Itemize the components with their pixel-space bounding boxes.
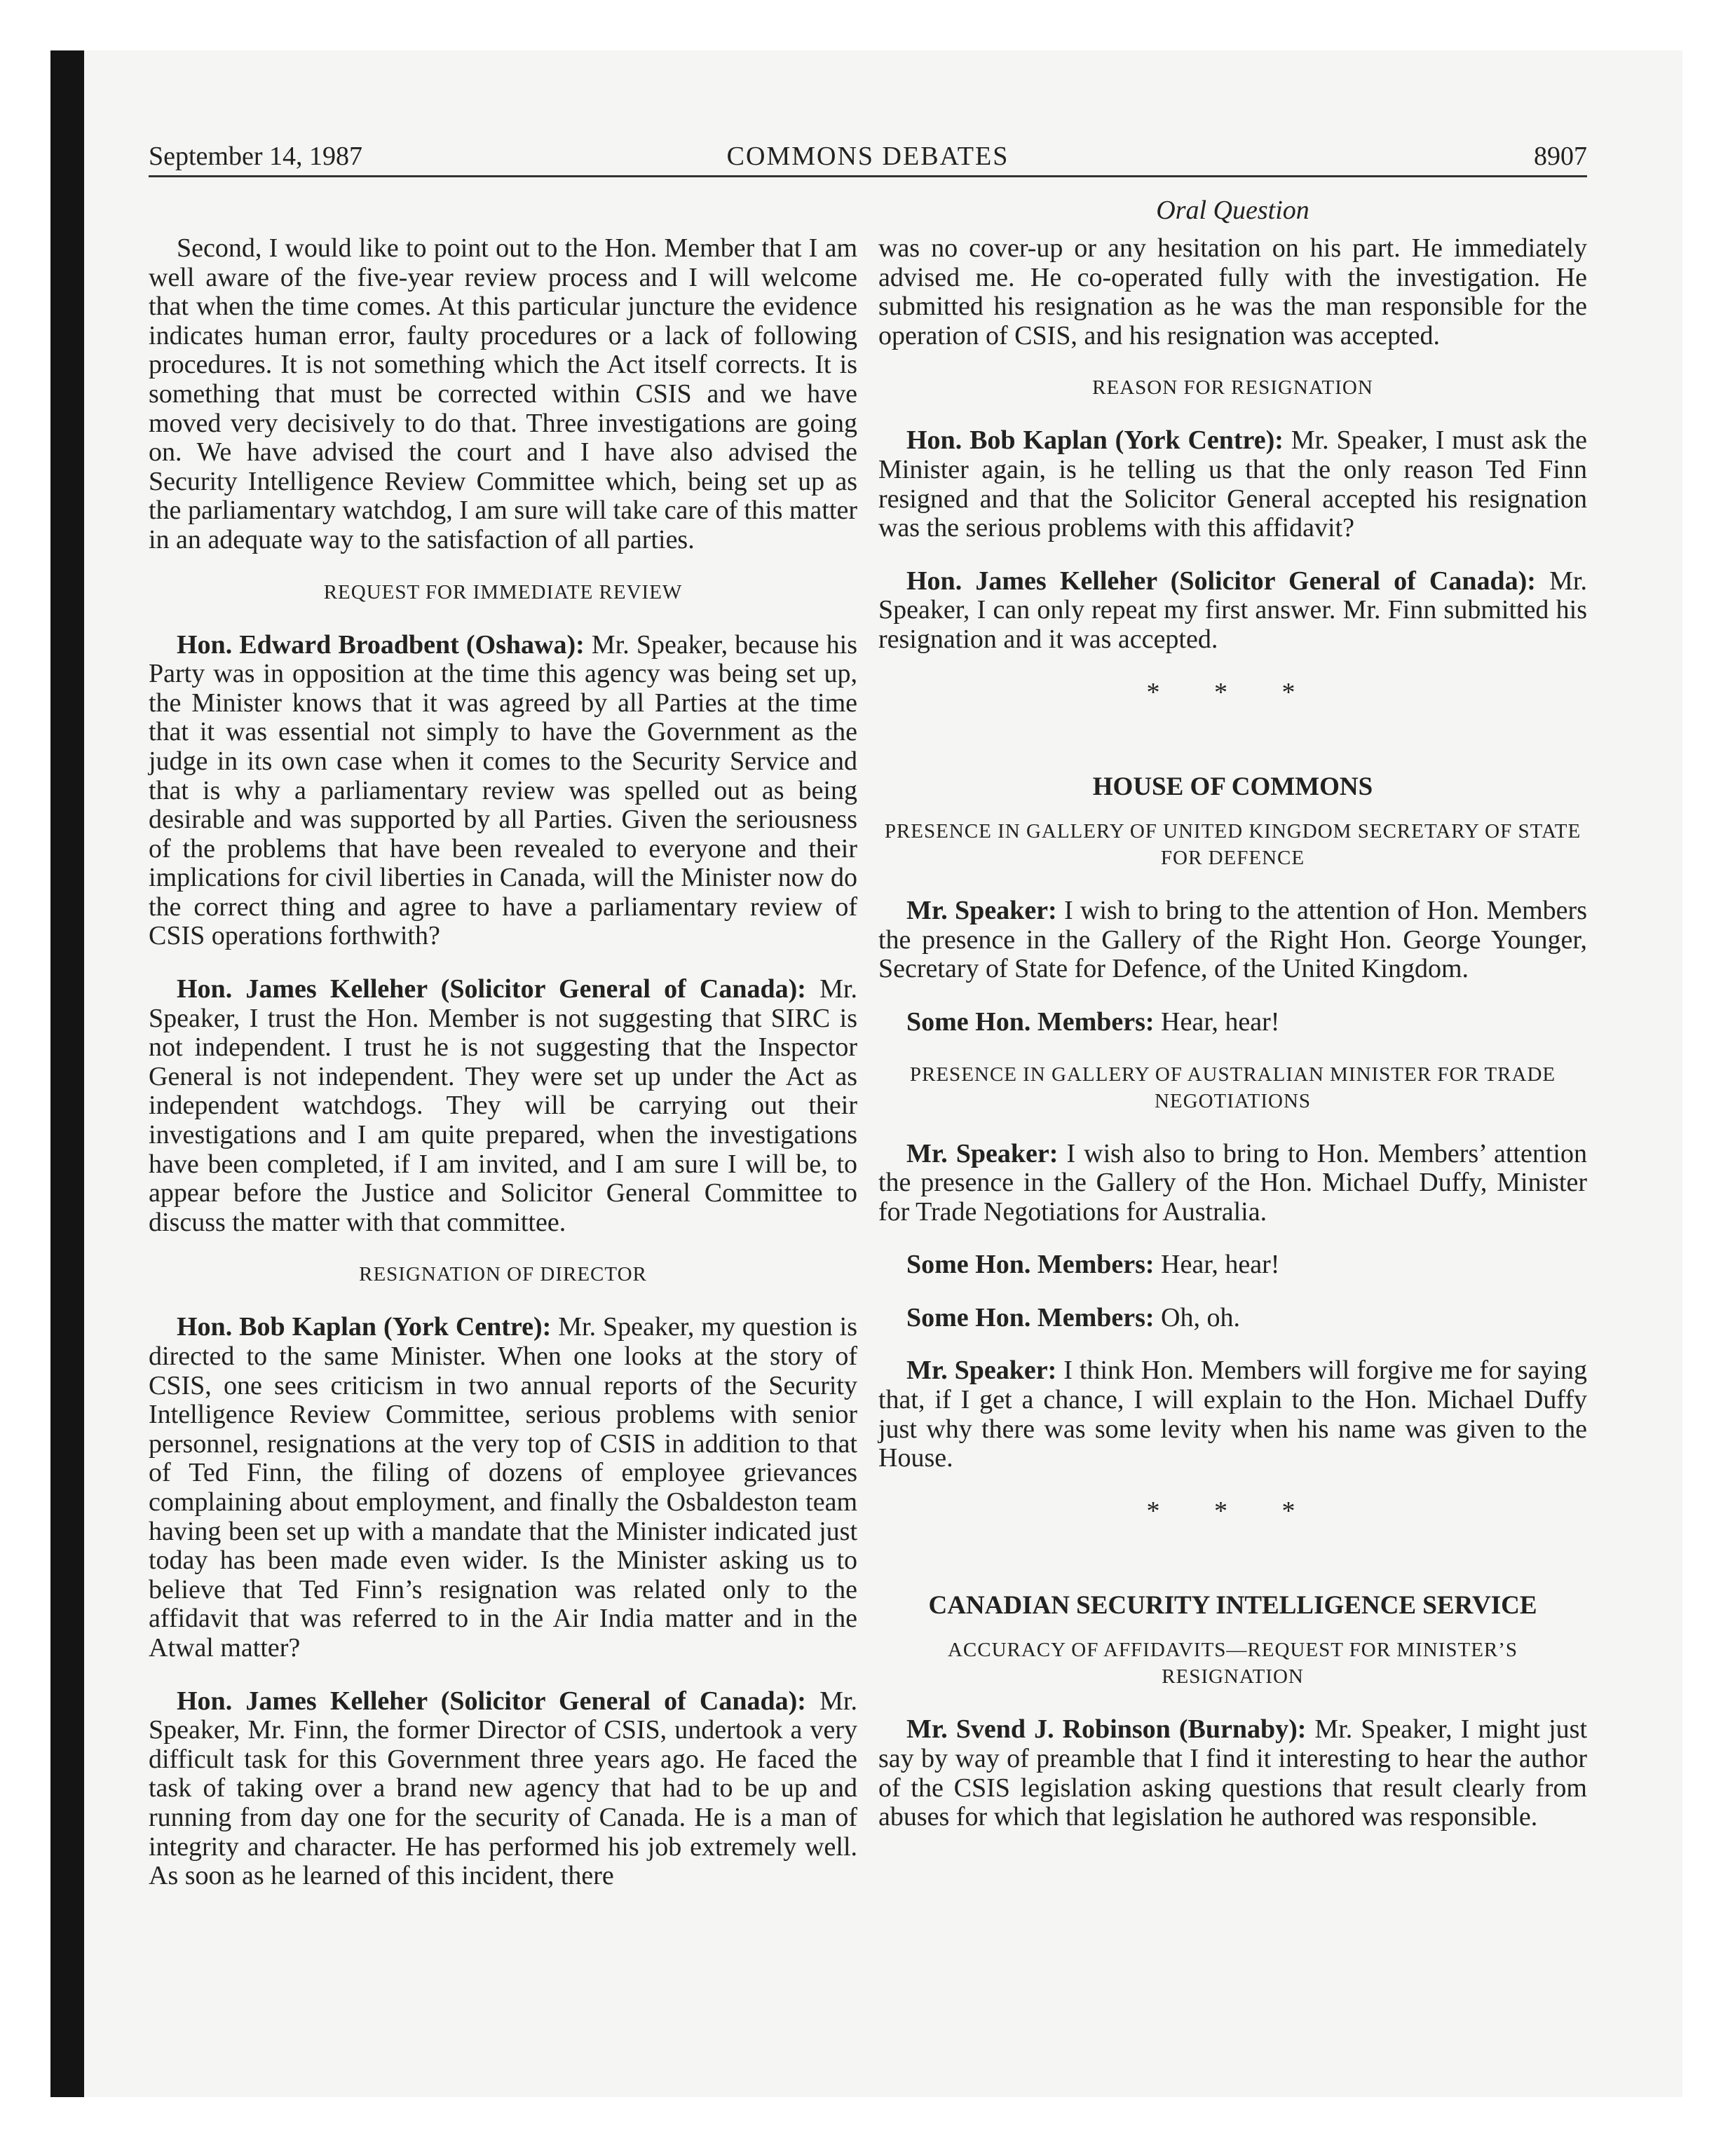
speaker-name: Hon. Bob Kaplan (York Centre): [906, 425, 1284, 456]
speech-text: Oh, oh. [1154, 1302, 1240, 1332]
speaker-name: Some Hon. Members: [906, 1302, 1155, 1332]
speech [878, 896, 1587, 984]
speech [878, 1008, 1587, 1037]
speech [878, 1250, 1587, 1280]
speech-text: Mr. Speaker, I can only repeat my first answer. Mr. Finn submitted his resignation and it was accepted. [878, 566, 1587, 654]
speaker-name: Mr. Svend J. Robinson (Burnaby): [906, 1714, 1307, 1745]
speaker-name: Hon. James Kelleher (Solicitor General of Canada): [177, 974, 806, 1004]
speech-text: Hear, hear! [1154, 1007, 1280, 1037]
speech-text: Mr. Speaker, I must ask the Minister again, is he telling us that the only reason Ted Finn resigned and that the Solicitor General accepted his resignation was the serious problems with this affidavit? [878, 425, 1587, 543]
speech [149, 1687, 857, 1891]
paragraph-text: was no cover-up or any hesitation on his part. He immediately advised me. He co-operated fully with the investigation. He submitted his resignation as he was the man responsible for the operation of CSIS, and his resignation was accepted. [878, 233, 1587, 350]
section-divider: * * * [1146, 1496, 1319, 1526]
left-column [149, 234, 857, 1915]
speaker-name: Mr. Speaker: [906, 1138, 1059, 1168]
subheading: REASON FOR RESIGNATION [1092, 376, 1373, 400]
header-date: September 14, 1987 [149, 142, 363, 171]
speech [878, 1356, 1587, 1473]
page-number: 8907 [1534, 142, 1587, 171]
section-heading: CANADIAN SECURITY INTELLIGENCE SERVICE [928, 1591, 1537, 1621]
speaker-name: Hon. Bob Kaplan (York Centre): [177, 1312, 552, 1342]
scan-binding-edge [50, 50, 84, 2097]
speech-text: Mr. Speaker, my question is directed to the same Minister. When one looks at the story of CSIS, one sees criticism in two annual reports of the Security Intelligence Review Committee, serious problems with senior personnel, resignations at the very top of CSIS in addition to that of Ted Finn, the filing of dozens of employee grievances complaining about employment, and finally the Osbaldeston team having been set up with a mandate that the Minister indicated just today has been made even wider. Is the Minister asking us to believe that Ted Finn’s resignation was related only to the affidavit that was referred to in the Air India matter and in the Atwal matter? [149, 1312, 857, 1663]
speaker-name: Hon. Edward Broadbent (Oshawa): [177, 629, 585, 660]
subheading: RESIGNATION OF DIRECTOR [359, 1263, 647, 1286]
running-header [149, 137, 1587, 177]
paragraph [878, 234, 1587, 350]
subheading: REQUEST FOR IMMEDIATE REVIEW [323, 580, 683, 603]
speaker-name: Hon. James Kelleher (Solicitor General of Canada): [177, 1686, 806, 1716]
speaker-name: Mr. Speaker: [906, 896, 1057, 926]
right-column [878, 234, 1587, 1856]
speech-text: Mr. Speaker, I might just say by way of preamble that I find it interesting to hear the author of the CSIS legislation asking questions that result clearly from abuses for which that legislation he authored was responsible. [878, 1714, 1587, 1832]
section-divider: * * * [1146, 677, 1319, 707]
subheading: PRESENCE IN GALLERY OF AUSTRALIAN MINISTER FOR TRADE NEGOTIATIONS [909, 1063, 1556, 1112]
subheading: ACCURACY OF AFFIDAVITS—REQUEST FOR MINISTER’S RESIGNATION [947, 1639, 1518, 1688]
speaker-name: Mr. Speaker: [906, 1356, 1057, 1386]
speech [878, 1715, 1587, 1831]
speaker-name: Some Hon. Members: [906, 1007, 1155, 1037]
speech [149, 1313, 857, 1663]
paragraph [149, 234, 857, 555]
speech [149, 631, 857, 952]
speech-text: Mr. Speaker, Mr. Finn, the former Director of CSIS, undertook a very difficult task for this Government three years ago. He faced the task of taking over a brand new agency that had to be up and running from day one for the security of Canada. He is a man of integrity and character. He has performed his job extremely well. As soon as he learned of this incident, there [149, 1686, 857, 1891]
speech-text: Mr. Speaker, because his Party was in opposition at the time this agency was being set up, the Minister knows that it was agreed by all Parties at the time that it was essential not simply to have the Government as the judge in its own case when it comes to the Security Service and that is why a parliamentary review was spelled out as being desirable and was supported by all Parties. Given the seriousness of the problems that have been revealed to everyone and their implications for civil liberties in Canada, will the Minister now do the correct thing and agree to have a parliamentary review of CSIS operations forthwith? [149, 629, 857, 951]
speech [878, 1140, 1587, 1227]
publication-title: COMMONS DEBATES [726, 142, 1009, 171]
speech-text: I think Hon. Members will forgive me for saying that, if I get a chance, I will explain to the Hon. Michael Duffy just why there was some levity when his name was given to the House. [878, 1356, 1587, 1473]
speech-text: I wish to bring to the attention of Hon. Members the presence in the Gallery of the Right Hon. George Younger, Secretary of State for Defence, of the United Kingdom. [878, 896, 1587, 984]
speaker-name: Hon. James Kelleher (Solicitor General of Canada): [906, 566, 1536, 596]
speech-text: Mr. Speaker, I trust the Hon. Member is not suggesting that SIRC is not independent. I trust he is not suggesting that the Inspector General is not independent. They were set up under the Act as independent watchdogs. They will be carrying out their investigations and I am quite prepared, when the investigations have been completed, if I am invited, and I am sure I will be, to appear before the Justice and Solicitor General Committee to discuss the matter with that committee. [149, 974, 857, 1237]
paragraph-text: Second, I would like to point out to the Hon. Member that I am well aware of the five-year review process and I will welcome that when the time comes. At this particular juncture the evidence indicates human error, faulty procedures or a lack of following procedures. It is not something which the Act itself corrects. It is something that must be corrected within CSIS and we have moved very decisively to do that. Three investigations are going on. We have advised the court and I have also advised the Security Intelligence Review Committee which, being set up as the parliamentary watchdog, I am sure will take care of this matter in an adequate way to the satisfaction of all parties. [149, 233, 857, 554]
subheading: PRESENCE IN GALLERY OF UNITED KINGDOM SECRETARY OF STATE FOR DEFENCE [884, 820, 1581, 870]
section-tag: Oral Question [1156, 196, 1309, 225]
speech [878, 567, 1587, 655]
speech [149, 975, 857, 1237]
section-heading: HOUSE OF COMMONS [1092, 772, 1373, 802]
speaker-name: Some Hon. Members: [906, 1250, 1155, 1280]
speech-text: I wish also to bring to Hon. Members’ attention the presence in the Gallery of the Hon. Michael Duffy, Minister for Trade Negotiations for Australia. [878, 1138, 1587, 1227]
speech [878, 1304, 1587, 1333]
speech-text: Hear, hear! [1154, 1250, 1280, 1280]
speech [878, 426, 1587, 543]
